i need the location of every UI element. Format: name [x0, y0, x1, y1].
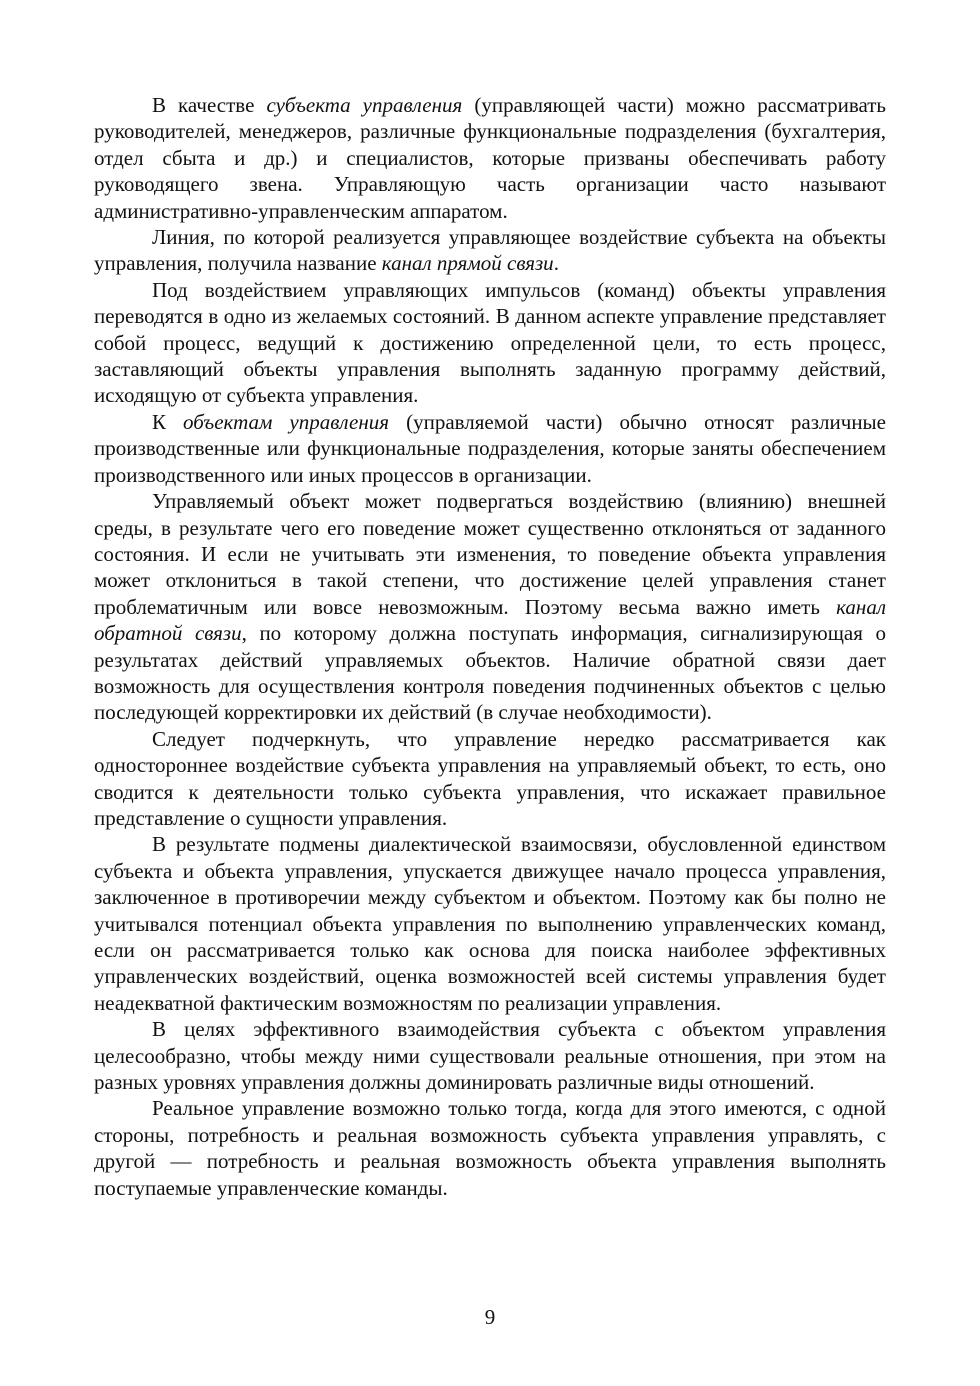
paragraph-6-segment: Следует подчеркнуть, что управление нередко рассматривается как одностороннее воздействие субъекта управления на управляемый объект, то есть, оно сводится к деятельности только субъекта управления, что искажает правильное представление о сущности управления. [94, 726, 886, 830]
paragraph-4-segment: К [152, 409, 184, 434]
paragraph-7-segment: В результате подмены диалектической взаимосвязи, обусловленной единством субъекта и объекта управления, упускается движущее начало процесса управления, заключенное в противоречии между субъектом и объектом. Поэтому как бы полно не учитывался потенциал объекта управления по выполнению управленческих команд, если он рассматривается только как основа для поиска наиболее эффективных управленческих воздействий, оценка возможностей всей системы управления будет неадекватной фактическим возможностям по реализации управления. [94, 832, 886, 1015]
paragraph-9-segment: Реальное управление возможно только тогда, когда для этого имеются, с одной стороны, потребность и реальная возможность субъекта управления управлять, с другой — потребность и реальная возможность объекта управления выполнять поступаемые управленческие команды. [94, 1096, 886, 1200]
term-feedback-channel: канал обратной связи [94, 594, 886, 646]
paragraph-2 [94, 224, 886, 277]
paragraph-3-segment: Под воздействием управляющих импульсов (команд) объекты управления переводятся в одно из желаемых состояний. В данном аспекте управление представляет собой процесс, ведущий к достижению определенной цели, то есть процесс, заставляющий объекты управления выполнять заданную программу действий, исходящую от субъекта управления. [94, 277, 886, 408]
paragraph-2-segment: . [553, 251, 559, 276]
paragraph-2-segment: Линия, по которой реализуется управляющее воздействие субъекта на объекты управления, получила название [94, 225, 886, 276]
paragraph-1 [94, 92, 886, 224]
paragraph-8 [94, 1016, 886, 1095]
paragraph-5 [94, 488, 886, 726]
paragraph-8-segment: В целях эффективного взаимодействия субъекта с объектом управления целесообразно, чтобы между ними существовали реальные отношения, при этом на разных уровнях управления должны доминировать различные виды отношений. [94, 1017, 886, 1095]
paragraph-5-segment: , по которому должна поступать информация, сигнализирующая о результатах действий управляемых объектов. Наличие обратной связи дает возможность для осуществления контроля поведения подчиненных объектов с целью последующей корректировки их действий (в случае необходимости). [94, 621, 886, 725]
paragraph-9 [94, 1095, 886, 1201]
paragraph-7 [94, 831, 886, 1016]
paragraph-4-segment: (управляемой части) обычно относят различные производственные или функциональные подразделения, которые заняты обеспечением производственного или иных процессов в организации. [94, 409, 886, 487]
term-subject-of-management: субъекта управления [266, 93, 463, 117]
paragraph-3 [94, 277, 886, 409]
paragraph-1-segment: В качестве [152, 93, 267, 117]
paragraph-5-segment: Управляемый объект может подвергаться воздействию (влиянию) внешней среды, в результате чего его поведение может существенно отклоняться от заданного состояния. И если не учитывать эти изменения, то поведение объекта управления может отклониться в такой степени, что достижение целей управления станет проблематичным или вовсе невозможным. Поэтому весьма важно иметь [94, 489, 886, 619]
paragraph-1-segment: (управляющей части) можно рассматривать руководителей, менеджеров, различные функциональные подразделения (бухгалтерия, отдел сбыта и др.) и специалистов, которые призваны обеспечивать работу руководящего звена. Управляющую часть организации часто называют административно-управленческим аппаратом. [94, 93, 887, 223]
paragraph-4 [94, 409, 886, 488]
page-number: 9 [484, 1305, 496, 1329]
paragraph-6 [94, 726, 886, 832]
term-direct-channel: канал прямой связи [381, 251, 554, 276]
term-objects-of-management: объектам управления [183, 409, 390, 434]
page-body [94, 92, 886, 1201]
